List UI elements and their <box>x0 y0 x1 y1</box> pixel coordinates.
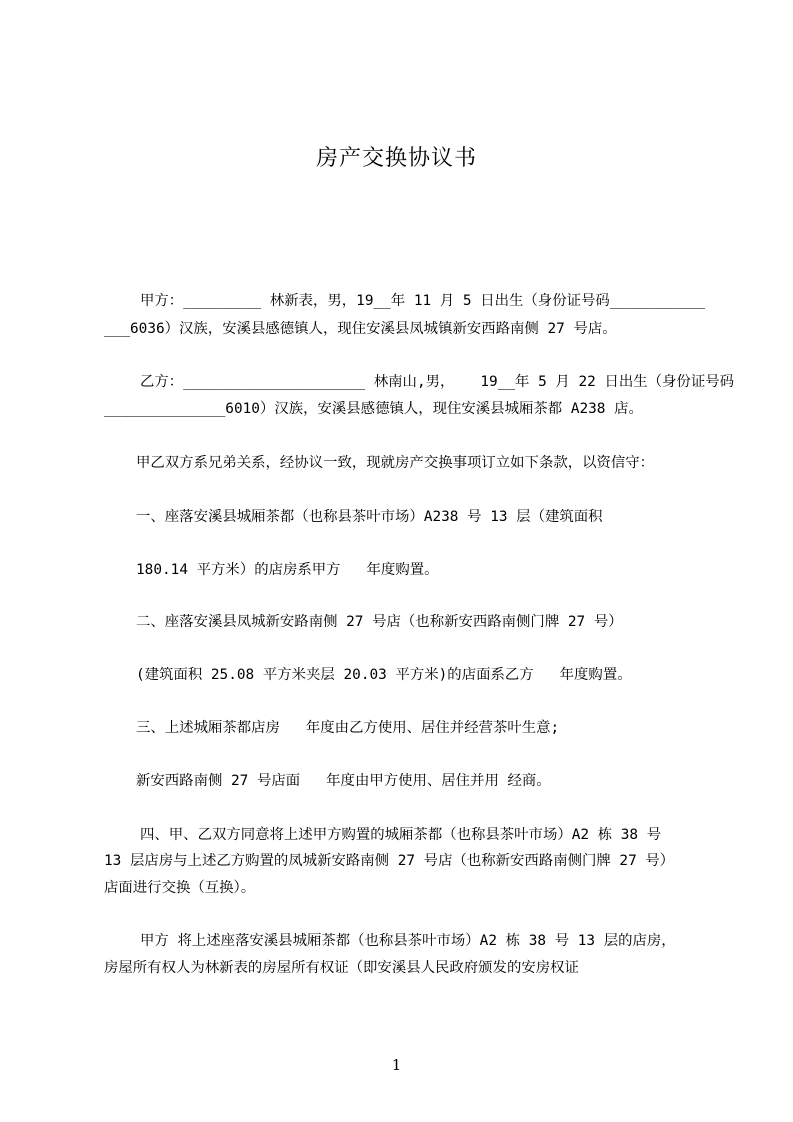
document-title: 房产交换协议书 <box>315 146 477 171</box>
clause-4-line-2: 13 层店房与上述乙方购置的凤城新安路南侧 27 号店（也称新安西路南侧门牌 27 号） <box>104 853 675 869</box>
preamble-line: 甲乙双方系兄弟关系，经协议一致，现就房产交换事项订立如下条款，以资信守： <box>136 455 655 471</box>
party-a-line-1: 甲方：_________ 林新表，男，19__年 11 月 5 日出生（身份证号码___________ <box>140 293 706 309</box>
page-number: 1 <box>391 1056 402 1074</box>
party-a-transfer-line-2: 房屋所有权人为林新表的房屋所有权证（即安溪县人民政府颁发的安房权证 <box>104 960 579 976</box>
clause-1-line-2: 180.14 平方米）的店房系甲方 年度购置。 <box>136 562 439 578</box>
clause-4-line-1: 四、甲、乙双方同意将上述甲方购置的城厢茶都（也称县茶叶市场）A2 栋 38 号 <box>140 827 662 843</box>
party-a-line-2: ___6036）汉族，安溪县感德镇人，现住安溪县凤城镇新安西路南侧 27 号店。 <box>104 321 617 337</box>
clause-2-line-1: 二、座落安溪县凤城新安路南侧 27 号店（也称新安西路南侧门牌 27 号） <box>136 614 623 630</box>
party-b-line-1: 乙方：_____________________ 林南山,男， 19__年 5 月 22 日出生（身份证号码 <box>140 374 734 390</box>
clause-4-line-3: 店面进行交换（互换）。 <box>104 880 256 896</box>
party-a-transfer-line-1: 甲方 将上述座落安溪县城厢茶都（也称县茶叶市场）A2 栋 38 号 13 层的店房， <box>140 933 676 949</box>
clause-3-line-2: 新安西路南侧 27 号店面 年度由甲方使用、居住并用 经商。 <box>136 773 551 789</box>
party-b-line-2: ______________6010）汉族，安溪县感德镇人，现住安溪县城厢茶都 A238 店。 <box>104 401 643 417</box>
clause-3-line-1: 三、上述城厢茶都店房 年度由乙方使用、居住并经营茶叶生意; <box>136 720 560 736</box>
clause-2-line-2: (建筑面积 25.08 平方米夹层 20.03 平方米)的店面系乙方 年度购置。 <box>136 667 632 683</box>
clause-1-line-1: 一、座落安溪县城厢茶都（也称县茶叶市场）A238 号 13 层（建筑面积 <box>136 509 603 525</box>
